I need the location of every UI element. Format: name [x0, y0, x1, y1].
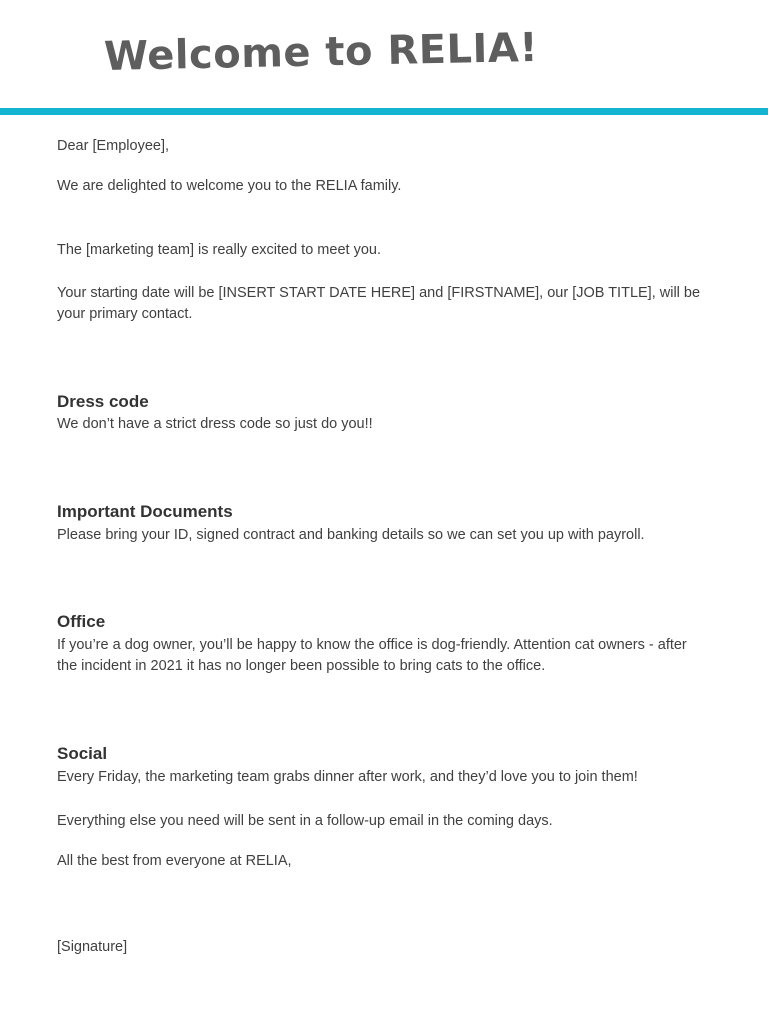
letter-start-date: Your starting date will be [INSERT START DATE HERE] and [FIRSTNAME], our [JOB TITLE], will be your primary contact. [57, 285, 701, 322]
section-heading-office: Office [57, 612, 106, 631]
section-body-social: Every Friday, the marketing team grabs dinner after work, and they’d love you to join them! [57, 769, 638, 785]
letter-welcome: We are delighted to welcome you to the RELIA family. [57, 178, 402, 194]
section-body-office: If you’re a dog owner, you’ll be happy to know the office is dog-friendly. Attention cat owners - after the incident in 2021 it has no longer been possible to bring cats to the office. [57, 637, 687, 674]
section-heading-social: Social [57, 744, 108, 763]
header-divider [0, 108, 768, 115]
section-heading-important-documents: Important Documents [57, 502, 233, 521]
section-body-dress-code: We don’t have a strict dress code so just do you!! [57, 416, 373, 432]
letter-team: The [marketing team] is really excited to meet you. [57, 242, 381, 258]
section-body-important-documents: Please bring your ID, signed contract and banking details so we can set you up with payroll. [57, 527, 645, 543]
section-heading-dress-code: Dress code [57, 392, 149, 411]
letter-closing: All the best from everyone at RELIA, [57, 853, 292, 869]
letter-followup: Everything else you need will be sent in a follow-up email in the coming days. [57, 813, 553, 829]
letter-greeting: Dear [Employee], [57, 138, 170, 154]
page-title: Welcome to RELIA! [103, 24, 539, 80]
letter-signature: [Signature] [57, 939, 128, 955]
